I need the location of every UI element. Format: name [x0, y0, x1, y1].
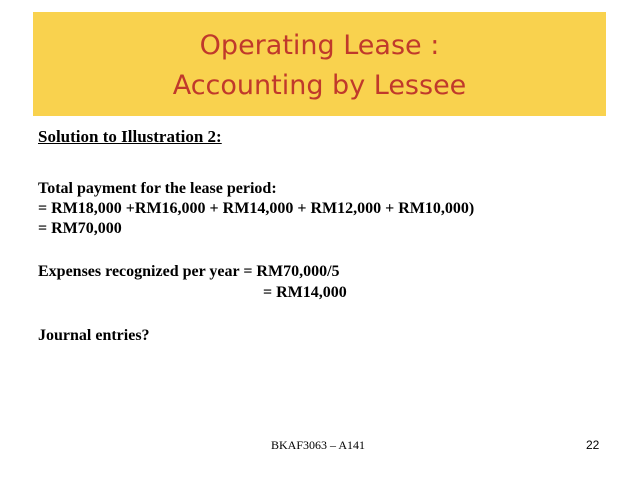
expenses-per-year-result: = RM14,000 — [263, 284, 347, 301]
slide-title-line-2: Accounting by Lessee — [172, 70, 467, 101]
expenses-per-year: Expenses recognized per year = RM70,000/5 — [38, 263, 340, 280]
total-payment-result: = RM70,000 — [38, 220, 122, 237]
solution-heading: Solution to Illustration 2: — [38, 127, 222, 146]
slide-page-number: 22 — [586, 438, 600, 452]
footer-course-code: BKAF3063 – A141 — [271, 438, 366, 452]
slide-title-line-1: Operating Lease : — [199, 30, 440, 61]
total-payment-calculation: = RM18,000 +RM16,000 + RM14,000 + RM12,000 + RM10,000) — [38, 200, 475, 217]
title-banner — [33, 12, 606, 116]
journal-entries-question: Journal entries? — [38, 327, 150, 344]
total-payment-label: Total payment for the lease period: — [38, 180, 277, 197]
